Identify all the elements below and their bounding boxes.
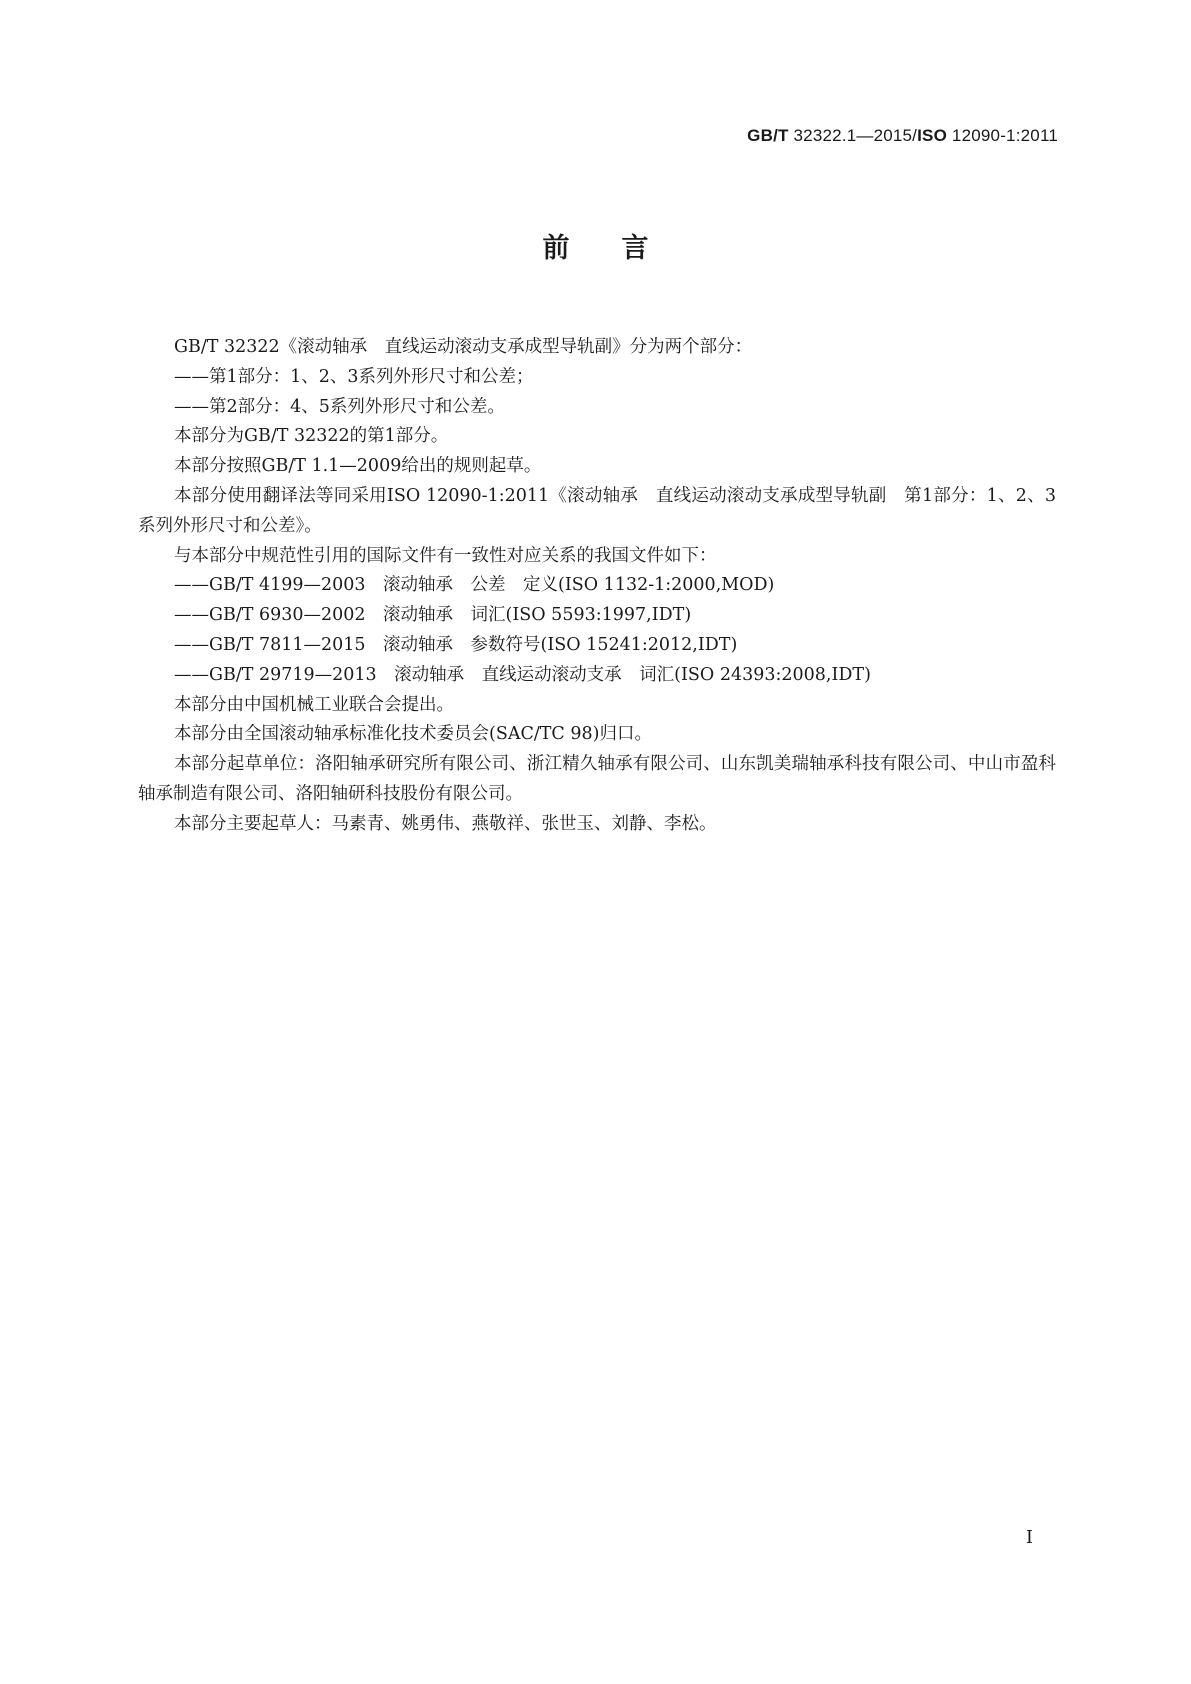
paragraph: GB/T 32322《滚动轴承 直线运动滚动支承成型导轨副》分为两个部分： bbox=[174, 337, 753, 357]
paragraph: 本部分使用翻译法等同采用ISO 12090-1:2011《滚动轴承 直线运动滚动支承成型导轨副 第1部分：1、2、3系列外形尺寸和公差》。 bbox=[138, 485, 1056, 536]
foreword-body bbox=[138, 333, 1056, 840]
paragraph: 本部分为GB/T 32322的第1部分。 bbox=[174, 426, 449, 447]
header-number: 32322.1—2015/ bbox=[788, 126, 918, 145]
paragraph: 本部分起草单位：洛阳轴承研究所有限公司、浙江精久轴承有限公司、山东凯美瑞轴承科技有限公司、中山市盈科轴承制造有限公司、洛阳轴研科技股份有限公司。 bbox=[138, 754, 1056, 804]
paragraph: 本部分由中国机械工业联合会提出。 bbox=[174, 694, 454, 715]
header-iso: ISO bbox=[917, 126, 947, 145]
paragraph: ——第1部分：1、2、3系列外形尺寸和公差； bbox=[174, 366, 534, 387]
paragraph: 本部分主要起草人：马素青、姚勇伟、燕敬祥、张世玉、刘静、李松。 bbox=[174, 813, 717, 834]
standard-number-header bbox=[747, 126, 1058, 146]
page-title: 前言 bbox=[542, 233, 701, 264]
header-gbt: GB/T bbox=[747, 126, 789, 145]
paragraph: ——GB/T 6930—2002 滚动轴承 词汇(ISO 5593:1997,IDT) bbox=[174, 605, 692, 626]
paragraph: ——GB/T 4199—2003 滚动轴承 公差 定义(ISO 1132-1:2000,MOD) bbox=[174, 575, 775, 596]
paragraph: 本部分按照GB/T 1.1—2009给出的规则起草。 bbox=[174, 456, 542, 477]
page-number: I bbox=[1025, 1527, 1033, 1548]
paragraph: ——第2部分：4、5系列外形尺寸和公差。 bbox=[174, 396, 505, 417]
paragraph: ——GB/T 7811—2015 滚动轴承 参数符号(ISO 15241:2012,IDT) bbox=[174, 634, 738, 655]
header-iso-number: 12090-1:2011 bbox=[947, 126, 1058, 145]
paragraph: ——GB/T 29719—2013 滚动轴承 直线运动滚动支承 词汇(ISO 24393:2008,IDT) bbox=[174, 664, 871, 685]
paragraph: 与本部分中规范性引用的国际文件有一致性对应关系的我国文件如下： bbox=[174, 545, 717, 566]
paragraph: 本部分由全国滚动轴承标准化技术委员会(SAC/TC 98)归口。 bbox=[174, 724, 652, 745]
